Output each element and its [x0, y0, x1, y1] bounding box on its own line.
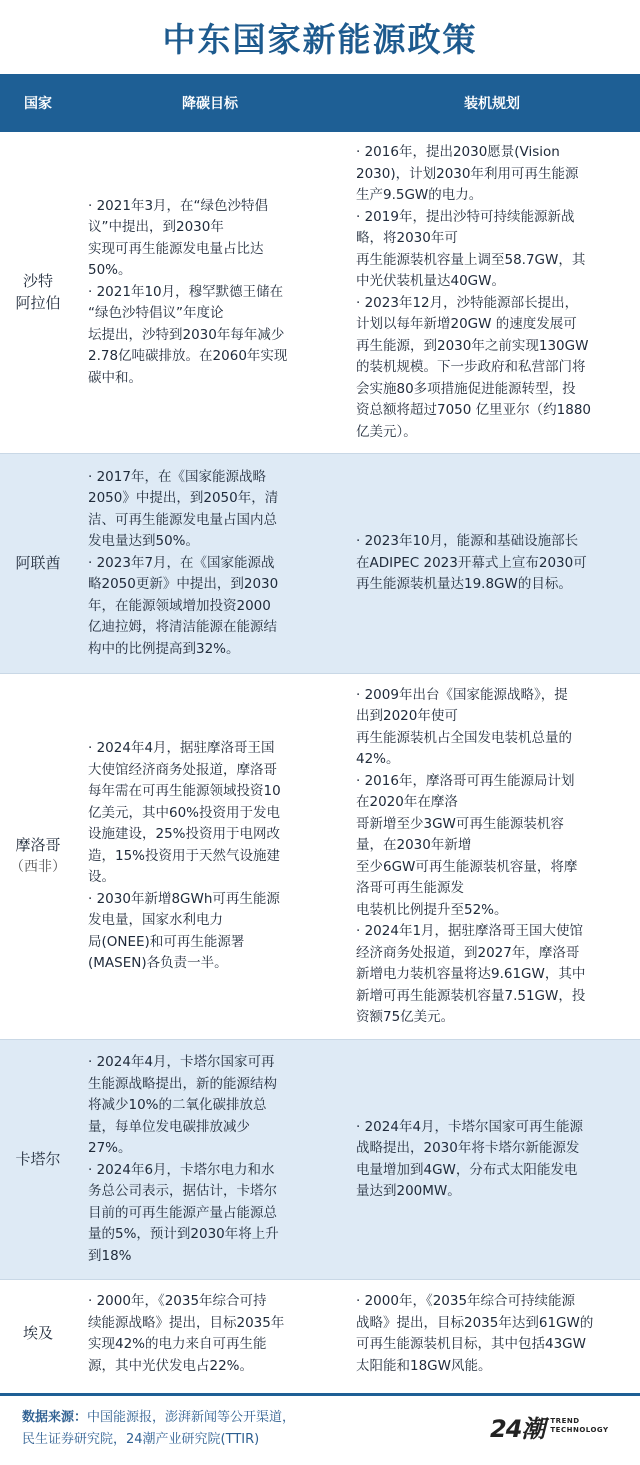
install-text: · 2024年4月，卡塔尔国家可再生能源 战略提出，2030年将卡塔尔新能源发 电量增加到4GW，分布式太阳能发电 量达到200MW。: [356, 1118, 584, 1199]
reduce-text: · 2021年3月，在“绿色沙特倡 议”中提出，到2030年 实现可再生能源发电量占比达 50%。 · 2021年10月，穆罕默德王储在 “绿色沙特倡议”年度论 坛提出，沙特到2030年每年减少 2.78亿吨碳排放。在2060年实现 碳中和。: [88, 197, 288, 386]
table-row-qatar: [0, 1040, 640, 1280]
reduce-cell: [76, 1040, 344, 1279]
install-cell: [344, 1040, 640, 1279]
table-row-morocco: [0, 674, 640, 1040]
country-cell: [0, 1040, 76, 1279]
install-text: · 2000年，《2035年综合可持续能源 战略》提出，目标2035年达到61GW的 可再生能源装机目标，其中包括43GW 太阳能和18GW风能。: [356, 1293, 594, 1374]
logo-line-2: TECHNOLOGY: [550, 1426, 609, 1434]
country-name: 阿联酋: [15, 553, 61, 572]
header-country: 国家: [24, 96, 52, 112]
logo-line-1: TREND: [550, 1417, 580, 1425]
table-row-saudi: [0, 132, 640, 454]
reduce-cell: [76, 1280, 344, 1388]
country-cell: [0, 674, 76, 1039]
install-cell: [344, 454, 640, 673]
header-reduce: 降碳目标: [182, 96, 238, 112]
country-cell: [0, 132, 76, 453]
policy-table: [0, 74, 640, 1388]
country-cell: [0, 1280, 76, 1388]
reduce-text: · 2000年，《2035年综合可持 续能源战略》提出，目标2035年 实现42%的电力来自可再生能 源，其中光伏发电占22%。: [88, 1293, 285, 1374]
header-install: 装机规划: [464, 96, 520, 112]
reduce-cell: [76, 454, 344, 673]
country-cell: [0, 454, 76, 673]
country-subtitle: （西非）: [10, 859, 66, 876]
country-name: 沙特 阿拉伯: [15, 271, 61, 312]
reduce-text: · 2024年4月，据驻摩洛哥王国 大使馆经济商务处报道，摩洛哥 每年需在可再生能源领域投资10 亿美元，其中60%投资用于发电 设施建设，25%投资用于电网改 造，15%投资用于天然气设施建 设。 · 2030年新增8GWh可再生能源 发电量，国家水利电力 局(ONEE)和可再生能源署 (MASEN)各负责一半。: [88, 740, 281, 972]
logo-wordmark: [550, 1417, 608, 1435]
install-cell: [344, 132, 640, 453]
install-text: · 2009年出台《国家能源战略》，提 出到2020年使可 再生能源装机占全国发电装机总量的 42%。 · 2016年，摩洛哥可再生能源局计划 在2020年在摩洛 哥新增至少3GW可再生能源装机容 量，在2030年新增 至少6GW可再生能源装机容量，将摩 洛哥可再生能源发 电装机比例提升至52%。 · 2024年1月，据驻摩洛哥王国大使馆 经济商务处报道，到2027年，摩洛哥 新增电力装机容量将达9.61GW，其中 新增可再生能源装机容量7.51GW，投 资额75亿美元。: [356, 686, 586, 1025]
country-name: 卡塔尔: [15, 1149, 61, 1168]
country-name: 埃及: [22, 1324, 53, 1343]
reduce-text: · 2017年，在《国家能源战略 2050》中提出，到2050年，清 洁、可再生能源发电量占国内总 发电量达到50%。 · 2023年7月，在《国家能源战 略2050更新》中提出，到2030 年，在能源领域增加投资2000 亿迪拉姆，将清洁能源在能源结 构中的比例提高到32%。: [88, 468, 279, 657]
data-source: [22, 1407, 452, 1451]
table-row-egypt: [0, 1280, 640, 1388]
reduce-cell: [76, 674, 344, 1039]
page-title: 中东国家新能源政策: [162, 20, 478, 59]
install-cell: [344, 1280, 640, 1388]
data-source-label: 数据来源：: [22, 1410, 88, 1425]
table-header: [0, 74, 640, 132]
reduce-cell: [76, 132, 344, 453]
table-row-uae: [0, 454, 640, 674]
install-text: · 2016年，提出2030愿景(Vision 2030)，计划2030年利用可再生能源 生产9.5GW的电力。 · 2019年，提出沙特可持续能源新战 略，将2030年可 再生能源装机容量上调至58.7GW，其 中光伏装机量达40GW。 · 2023年12月，沙特能源部长提出， 计划以每年新增20GW 的速度发展可 再生能源，到2030年之前实现130GW 的装机规模。下一步政府和私营部门将 会实施80多项措施促进能源转型，投 资总额将超过7050 亿里亚尔（约1880 亿美元）。: [356, 144, 592, 440]
logo-mark: 24潮: [490, 1414, 545, 1443]
install-cell: [344, 674, 640, 1039]
install-text: · 2023年10月，能源和基础设施部长 在ADIPEC 2023开幕式上宣布2030可 再生能源装机量达19.8GW的目标。: [356, 533, 587, 593]
data-source-text: 中国能源报，澎湃新闻等公开渠道， 民生证券研究院，24潮产业研究院(TTIR): [22, 1410, 296, 1447]
country-name: 摩洛哥: [15, 836, 61, 855]
reduce-text: · 2024年4月，卡塔尔国家可再 生能源战略提出，新的能源结构 将减少10%的二氧化碳排放总 量，每单位发电碳排放减少 27%。 · 2024年6月，卡塔尔电力和水 务总公司表示，据估计，卡塔尔 目前的可再生能源产量占能源总 量的5%，预计到2030年将上升 到18%: [88, 1054, 279, 1264]
footer-divider: [0, 1393, 640, 1396]
brand-logo: [490, 1408, 630, 1444]
